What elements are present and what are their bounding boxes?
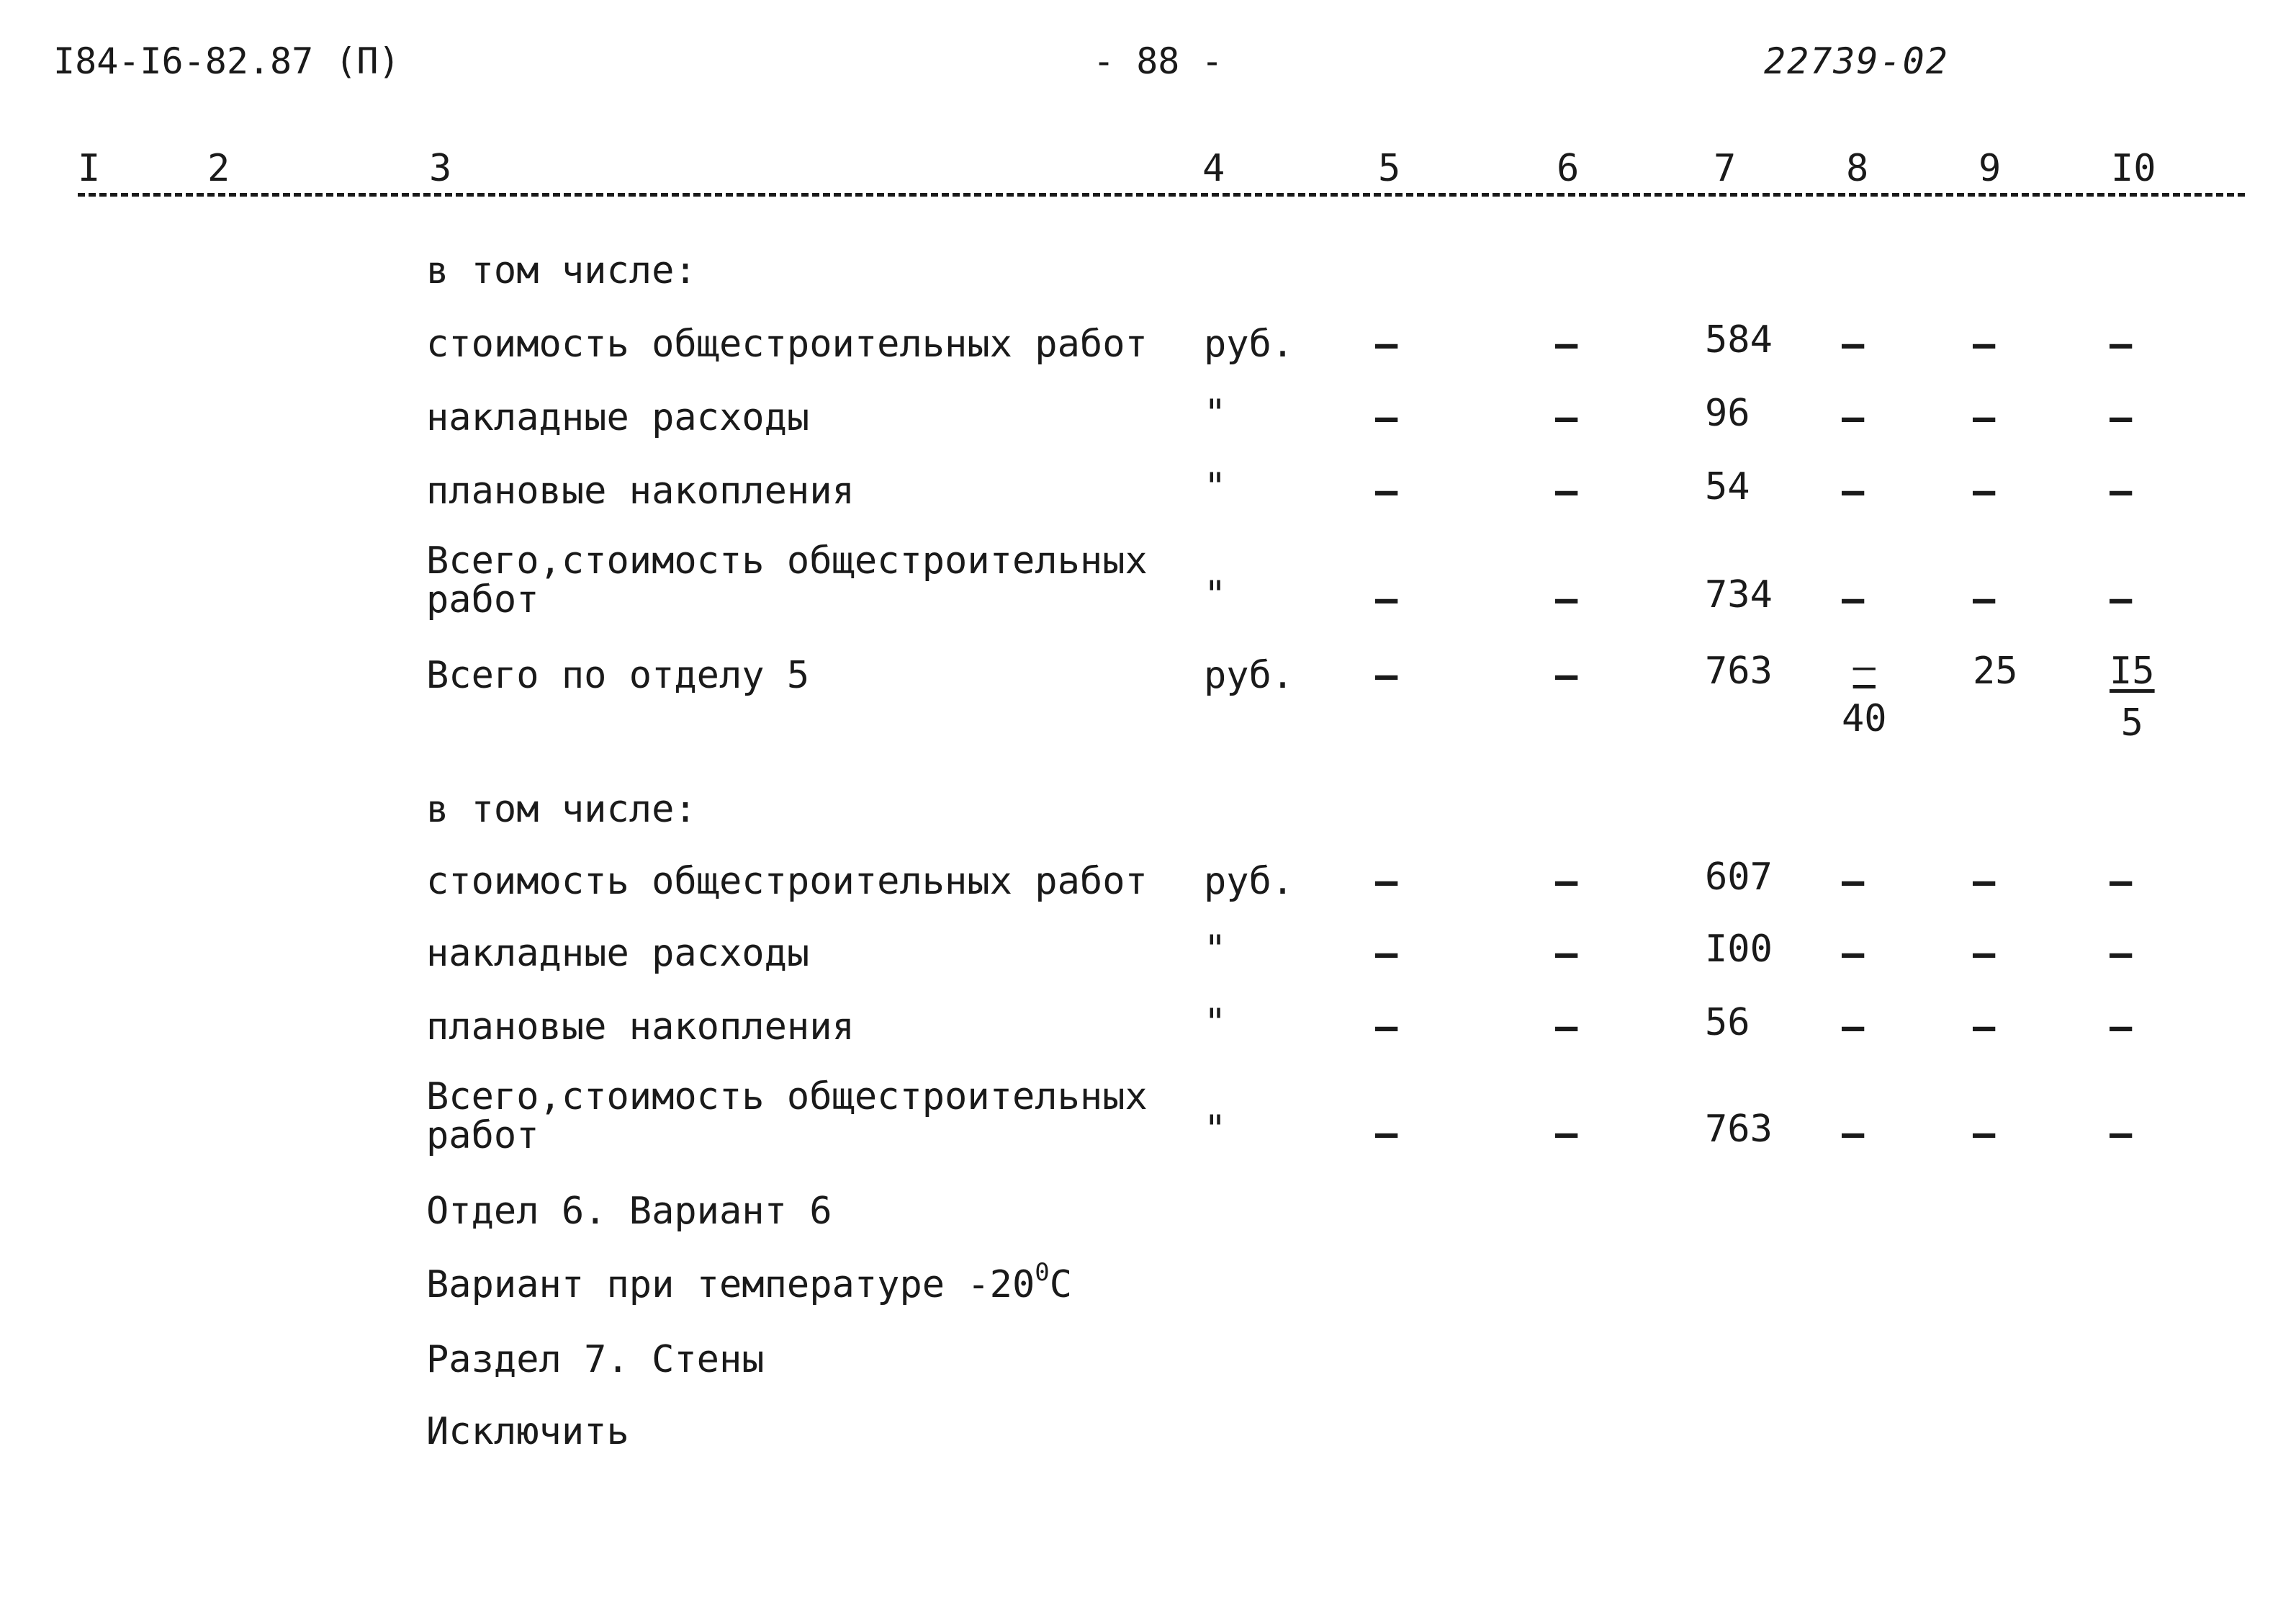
column-number: 9 (1978, 147, 2002, 190)
degree-sign: 0 (1035, 1258, 1050, 1287)
value-cell: – (2110, 1005, 2133, 1049)
value-cell: – (1842, 396, 1865, 439)
value-cell: – (2110, 470, 2133, 513)
section-heading: Раздел 7. Стены (426, 1338, 765, 1381)
value-cell: 763 (1705, 1108, 1773, 1151)
value-cell: – (1375, 1112, 1398, 1155)
variant-temperature-line (426, 1258, 1073, 1306)
row-label: плановые накопления (426, 1005, 855, 1049)
row-label: стоимость общестроительных работ (426, 323, 1148, 366)
value-cell: – (1555, 323, 1578, 366)
value-cell: 54 (1705, 465, 1750, 508)
value-cell: I00 (1705, 928, 1773, 971)
column-number: 4 (1202, 147, 1225, 190)
value-cell: – (1842, 860, 1865, 903)
value-cell: – (2110, 396, 2133, 439)
row-label: Всего по отделу 5 (426, 654, 810, 697)
value-cell: – (1375, 860, 1398, 903)
unit-cell: " (1204, 573, 1227, 616)
value-cell: 584 (1705, 318, 1773, 362)
column-number: 3 (429, 147, 452, 190)
row-label: накладные расходы (426, 396, 810, 439)
value-cell: 56 (1705, 1001, 1750, 1044)
section-heading: Отдел 6. Вариант 6 (426, 1190, 832, 1233)
value-cell: – (1973, 1005, 1996, 1049)
value-cell: – (1555, 1112, 1578, 1155)
column-number: 5 (1378, 147, 1401, 190)
value-cell: 734 (1705, 573, 1773, 616)
value-cell: – (1555, 578, 1578, 621)
document-code: I84-I6-82.87 (П) (53, 40, 400, 82)
value-cell: – (1842, 470, 1865, 513)
value-cell: – (1375, 323, 1398, 366)
value-cell: – (1555, 932, 1578, 975)
sheet-number: 22739-02 (1764, 40, 1949, 82)
value-cell: – (1973, 1112, 1996, 1155)
row-label: стоимость общестроительных работ (426, 860, 1148, 903)
value-cell: 763 (1705, 650, 1773, 693)
value-cell: – (1973, 396, 1996, 439)
unit-cell: руб. (1204, 323, 1295, 366)
value-cell: – (1973, 578, 1996, 621)
value-cell: 25 (1973, 650, 2018, 693)
column-number: I0 (2111, 147, 2156, 190)
value-cell: – (2110, 1112, 2133, 1155)
row-label: плановые накопления (426, 470, 855, 513)
value-cell: – (1555, 1005, 1578, 1049)
fraction-cell (1842, 645, 1887, 740)
value-cell: – (1973, 932, 1996, 975)
value-cell: – (1555, 654, 1578, 697)
column-number: 7 (1714, 147, 1737, 190)
unit-cell: " (1204, 1001, 1227, 1044)
subheading-including: в том числе: (426, 788, 697, 831)
value-cell: – (1555, 396, 1578, 439)
fraction-numerator: I5 (2110, 650, 2155, 693)
value-cell: – (1375, 932, 1398, 975)
fraction-numerator: – (1852, 645, 1876, 688)
value-cell: – (1375, 396, 1398, 439)
instruction-text: Исключить (426, 1410, 629, 1453)
subheading-including: в том числе: (426, 249, 697, 292)
unit-cell: " (1204, 392, 1227, 435)
fraction-denominator: 40 (1842, 697, 1887, 740)
value-cell: 607 (1705, 856, 1773, 899)
value-cell: – (1973, 860, 1996, 903)
value-cell: – (1375, 654, 1398, 697)
row-label: накладные расходы (426, 932, 810, 975)
unit-cell: " (1204, 465, 1227, 508)
column-number: I (78, 147, 101, 190)
value-cell: – (2110, 932, 2133, 975)
value-cell: – (2110, 860, 2133, 903)
value-cell: – (2110, 578, 2133, 621)
unit-cell: " (1204, 1108, 1227, 1151)
header-divider (78, 193, 2245, 197)
row-label: Всего,стоимость общестроительных работ (426, 539, 1148, 621)
fraction-denominator: 5 (2120, 701, 2143, 745)
value-cell: 96 (1705, 392, 1750, 435)
unit-cell: руб. (1204, 860, 1295, 903)
unit-cell: " (1204, 928, 1227, 971)
value-cell: – (1555, 470, 1578, 513)
column-number: 2 (207, 147, 230, 190)
value-cell: – (1555, 860, 1578, 903)
page-number: - 88 - (1093, 40, 1223, 82)
value-cell: – (1973, 323, 1996, 366)
fraction-cell (2110, 650, 2155, 745)
value-cell: – (1973, 470, 1996, 513)
value-cell: – (1842, 932, 1865, 975)
celsius-unit: С (1049, 1263, 1073, 1306)
value-cell: – (1842, 323, 1865, 366)
unit-cell: руб. (1204, 654, 1295, 697)
value-cell: – (1842, 1112, 1865, 1155)
row-label: Всего,стоимость общестроительных работ (426, 1075, 1148, 1157)
value-cell: – (1375, 1005, 1398, 1049)
value-cell: – (2110, 323, 2133, 366)
value-cell: – (1842, 578, 1865, 621)
value-cell: – (1842, 1005, 1865, 1049)
value-cell: – (1375, 578, 1398, 621)
column-number: 8 (1846, 147, 1869, 190)
variant-temperature-text: Вариант при температуре -20 (426, 1263, 1035, 1306)
column-number: 6 (1557, 147, 1580, 190)
value-cell: – (1375, 470, 1398, 513)
